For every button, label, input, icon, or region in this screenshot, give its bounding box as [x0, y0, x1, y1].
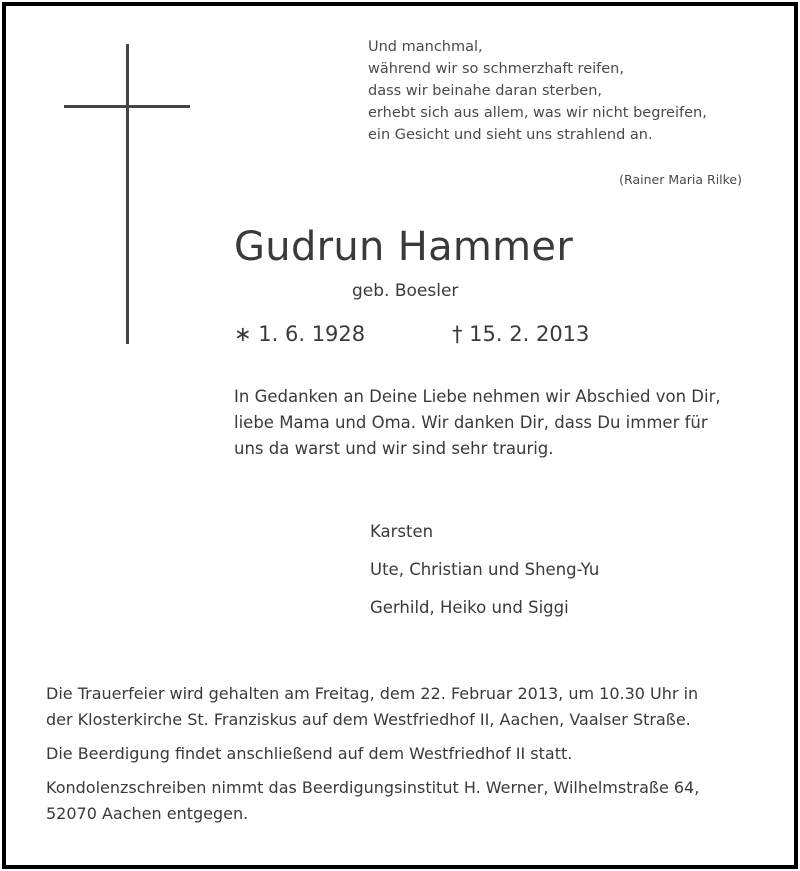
funeral-service-info: [46, 681, 699, 733]
poem-line: ein Gesicht und sieht uns strahlend an.: [368, 127, 653, 143]
detail-line: Die Beerdigung findet anschließend auf dem Westfriedhof II statt.: [46, 744, 573, 763]
maiden-name: geb. Boesler: [352, 281, 459, 301]
detail-line: Kondolenzschreiben nimmt das Beerdigungsinstitut H. Werner, Wilhelmstraße 64,: [46, 778, 700, 797]
farewell-message: [234, 384, 721, 462]
poem: [368, 36, 707, 146]
message-line: uns da warst und wir sind sehr traurig.: [234, 439, 554, 458]
obituary-frame: [2, 2, 798, 869]
family-member: Gerhild, Heiko und Siggi: [370, 598, 569, 617]
cross-icon-horizontal: [64, 105, 190, 108]
funeral-details: [46, 681, 699, 835]
poem-line: während wir so schmerzhaft reifen,: [368, 61, 624, 77]
poem-line: Und manchmal,: [368, 39, 483, 55]
death-date: † 15. 2. 2013: [452, 322, 590, 346]
family-member: Ute, Christian und Sheng-Yu: [370, 560, 600, 579]
detail-line: der Klosterkirche St. Franziskus auf dem Westfriedhof II, Aachen, Vaalser Straße.: [46, 710, 691, 729]
poem-author: (Rainer Maria Rilke): [619, 172, 742, 187]
birth-date: ∗ 1. 6. 1928: [234, 322, 366, 346]
poem-line: erhebt sich aus allem, was wir nicht begreifen,: [368, 105, 707, 121]
detail-line: 52070 Aachen entgegen.: [46, 804, 249, 823]
deceased-name: Gudrun Hammer: [234, 224, 574, 270]
poem-line: dass wir beinahe daran sterben,: [368, 83, 602, 99]
burial-info: [46, 741, 699, 767]
family-member: Karsten: [370, 522, 434, 541]
family-list: [370, 513, 599, 627]
detail-line: Die Trauerfeier wird gehalten am Freitag, dem 22. Februar 2013, um 10.30 Uhr in: [46, 684, 699, 703]
message-line: In Gedanken an Deine Liebe nehmen wir Abschied von Dir,: [234, 387, 721, 406]
cross-icon-vertical: [126, 44, 129, 344]
message-line: liebe Mama und Oma. Wir danken Dir, dass Du immer für: [234, 413, 708, 432]
condolence-info: [46, 775, 699, 827]
